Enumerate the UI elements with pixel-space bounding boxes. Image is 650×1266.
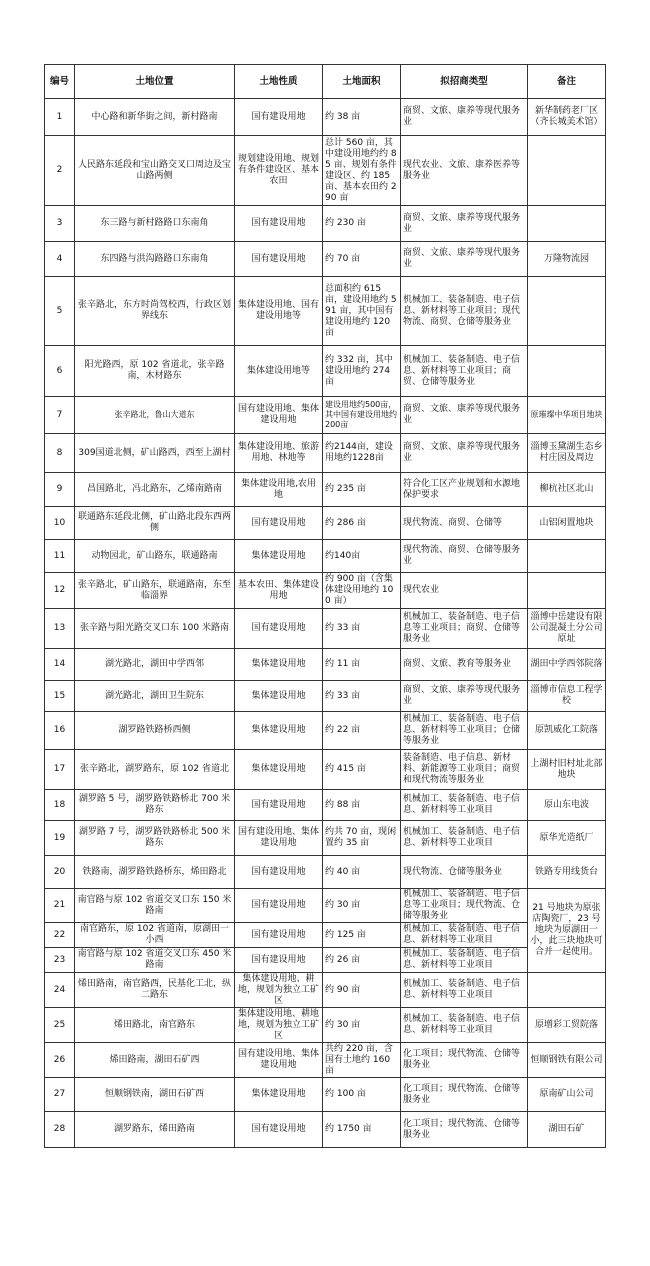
cell-location: 309国道北侧，矿山路西，西至上湖村 [75,434,235,473]
table-row [45,434,606,473]
cell-type: 机械加工、装备制造、电子信息、新材料等工业项目 [401,973,528,1008]
cell-location: 张辛路北，湖罗路东，原 102 省道北 [75,750,235,790]
cell-type: 机械加工、装备制造、电子信息等工业项目；商贸、仓储等服务业 [401,609,528,649]
cell-note: 原增彩工贸院落 [528,1008,606,1043]
cell-location: 湖罗路铁路桥西侧 [75,712,235,750]
cell-no: 3 [45,206,75,242]
cell-location: 湖罗路 5 号，湖罗路铁路桥北 700 米路东 [75,790,235,821]
cell-note [528,346,606,397]
table-row [45,1112,606,1148]
cell-note: 淄博中岳建设有限公司混凝土分公司原址 [528,609,606,649]
cell-area: 约 286 亩 [323,507,401,540]
cell-nature: 集体建设用地 [235,540,323,573]
cell-nature: 基本农田、集体建设用地 [235,573,323,609]
cell-nature: 集体建设用地 [235,750,323,790]
cell-nature: 国有建设用地 [235,889,323,923]
cell-type: 商贸、文旅、康养等现代服务业 [401,397,528,434]
header-area: 土地面积 [323,65,401,99]
cell-note: 柳杭社区北山 [528,473,606,507]
table-row [45,136,606,206]
cell-no: 26 [45,1043,75,1078]
cell-location: 张辛路北，东方时尚驾校西，行政区划界线东 [75,277,235,346]
table-row [45,242,606,277]
cell-type: 现代物流、商贸、仓储等 [401,507,528,540]
cell-no: 10 [45,507,75,540]
cell-area: 约共 70 亩，现闲置约 35 亩 [323,821,401,856]
cell-type: 机械加工、装备制造、电子信息、新材料等工业项目 [401,1008,528,1043]
cell-area: 约 332 亩，其中建设用地约 274 亩 [323,346,401,397]
cell-no: 14 [45,649,75,681]
table-row [45,1008,606,1043]
cell-no: 19 [45,821,75,856]
cell-area: 约 230 亩 [323,206,401,242]
cell-location: 人民路东延段和宝山路交叉口周边及宝山路两侧 [75,136,235,206]
cell-type: 现代农业、文旅、康养医养等服务业 [401,136,528,206]
cell-location: 铁路南，湖罗路铁路桥东，烯田路北 [75,856,235,889]
table-row [45,750,606,790]
cell-area: 约 40 亩 [323,856,401,889]
land-table-container [44,64,605,1148]
cell-area: 约 100 亩 [323,1078,401,1112]
cell-nature: 集体建设用地 [235,712,323,750]
cell-note: 铁路专用线货台 [528,856,606,889]
cell-note: 原凯威化工院落 [528,712,606,750]
table-header-row [45,65,606,99]
cell-nature: 集体建设用地,农用地 [235,473,323,507]
table-row [45,540,606,573]
cell-location: 南官路东，原 102 省道南，原湖田一小西 [75,923,235,948]
cell-area: 建设用地约500亩，其中国有建设用地约200亩 [323,397,401,434]
cell-area: 约 415 亩 [323,750,401,790]
cell-type: 商贸、文旅、康养等现代服务业 [401,681,528,712]
cell-area: 约2144亩，建设用地约1228亩 [323,434,401,473]
cell-nature: 集体建设用地 [235,1078,323,1112]
table-row [45,973,606,1008]
cell-no: 6 [45,346,75,397]
header-note: 备注 [528,65,606,99]
cell-no: 17 [45,750,75,790]
cell-type: 化工项目；现代物流、仓储等服务业 [401,1112,528,1148]
cell-note: 原山东电波 [528,790,606,821]
cell-location: 张辛路北，矿山路东，联通路南，东至临淄界 [75,573,235,609]
table-row [45,649,606,681]
cell-area: 约 900 亩（含集体建设用地约 100 亩） [323,573,401,609]
cell-no: 25 [45,1008,75,1043]
cell-note: 万隆物流园 [528,242,606,277]
cell-area: 约 1750 亩 [323,1112,401,1148]
table-row [45,821,606,856]
cell-no: 2 [45,136,75,206]
cell-type: 现代物流、仓储等服务业 [401,856,528,889]
cell-type: 商贸、文旅、康养等现代服务业 [401,434,528,473]
cell-type: 机械加工、装备制造、电子信息、新材料等工业项目；现代物流、商贸、仓储等服务业 [401,277,528,346]
cell-note: 新华制药老厂区（齐长城美术馆） [528,99,606,136]
cell-location: 阳光路西，原 102 省道北，张辛路南，木材路东 [75,346,235,397]
cell-location: 东四路与洪沟路路口东南角 [75,242,235,277]
cell-location: 湖罗路东，烯田路南 [75,1112,235,1148]
cell-location: 湖光路北，湖田卫生院东 [75,681,235,712]
cell-note: 原璀璨中华项目地块 [528,397,606,434]
table-row [45,397,606,434]
land-table [44,64,606,1148]
cell-note [528,973,606,1008]
table-row [45,948,606,973]
header-location: 土地位置 [75,65,235,99]
cell-nature: 集体建设用地、旅游用地、林地等 [235,434,323,473]
cell-location: 湖罗路 7 号，湖罗路铁路桥北 500 米路东 [75,821,235,856]
cell-type: 装备制造、电子信息、新材料、新能源等工业项目；商贸和现代物流等服务业 [401,750,528,790]
cell-area: 约 38 亩 [323,99,401,136]
table-row [45,889,606,923]
cell-type: 机械加工、装备制造、电子信息、新材料等工业项目；仓储等服务业 [401,712,528,750]
cell-no: 28 [45,1112,75,1148]
table-row [45,712,606,750]
cell-note: 原华光造纸厂 [528,821,606,856]
cell-no: 22 [45,923,75,948]
cell-area: 约 30 亩 [323,1008,401,1043]
cell-area: 约 90 亩 [323,973,401,1008]
cell-nature: 国有建设用地 [235,206,323,242]
cell-nature: 国有建设用地、集体建设用地 [235,1043,323,1078]
cell-nature: 国有建设用地 [235,948,323,973]
cell-type: 商贸、文旅、康养等现代服务业 [401,206,528,242]
cell-nature: 国有建设用地 [235,99,323,136]
cell-location: 南官路与原 102 省道交叉口东 450 米路南 [75,948,235,973]
cell-area: 约140亩 [323,540,401,573]
cell-no: 7 [45,397,75,434]
cell-note: 淄博市信息工程学校 [528,681,606,712]
table-row [45,573,606,609]
cell-area: 约 33 亩 [323,681,401,712]
cell-no: 4 [45,242,75,277]
cell-type: 机械加工、装备制造、电子信息、新材料等工业项目 [401,821,528,856]
table-row [45,206,606,242]
cell-note [528,206,606,242]
cell-type: 机械加工、装备制造、电子信息、新材料等工业项目；商贸、仓储等服务业 [401,346,528,397]
table-row [45,790,606,821]
table-row [45,609,606,649]
cell-no: 20 [45,856,75,889]
cell-nature: 国有建设用地 [235,923,323,948]
cell-location: 湖光路北，湖田中学西邻 [75,649,235,681]
cell-area: 约 26 亩 [323,948,401,973]
cell-area: 约 235 亩 [323,473,401,507]
cell-no: 8 [45,434,75,473]
cell-no: 27 [45,1078,75,1112]
cell-area: 约 22 亩 [323,712,401,750]
cell-note: 原南矿山公司 [528,1078,606,1112]
cell-note [528,540,606,573]
cell-no: 15 [45,681,75,712]
cell-nature: 国有建设用地、集体建设用地 [235,397,323,434]
cell-no: 24 [45,973,75,1008]
cell-area: 约 70 亩 [323,242,401,277]
cell-type: 现代物流、商贸、仓储等服务业 [401,540,528,573]
cell-area: 约 30 亩 [323,889,401,923]
cell-nature: 集体建设用地等 [235,346,323,397]
cell-type: 符合化工区产业规划和水源地保护要求 [401,473,528,507]
cell-type: 机械加工、装备制造、电子信息、新材料等工业项目 [401,948,528,973]
cell-location: 联通路东延段北侧，矿山路北段东西两侧 [75,507,235,540]
cell-area: 约 33 亩 [323,609,401,649]
cell-note [528,573,606,609]
cell-no: 21 [45,889,75,923]
cell-note: 湖田中学西邻院落 [528,649,606,681]
cell-area: 约 88 亩 [323,790,401,821]
cell-type: 化工项目；现代物流、仓储等服务业 [401,1078,528,1112]
cell-location: 恒顺钢铁南，湖田石矿西 [75,1078,235,1112]
cell-location: 烯田路南，湖田石矿西 [75,1043,235,1078]
cell-nature: 规划建设用地、规划有条件建设区、基本农田 [235,136,323,206]
cell-note [528,136,606,206]
cell-location: 南官路与原 102 省道交叉口东 150 米路南 [75,889,235,923]
cell-area: 约 125 亩 [323,923,401,948]
cell-no: 5 [45,277,75,346]
cell-nature: 集体建设用地、耕地，规划为独立工矿区 [235,973,323,1008]
cell-location: 张辛路与阳光路交叉口东 100 米路南 [75,609,235,649]
cell-location: 烯田路南，南官路西，民基化工北，纵二路东 [75,973,235,1008]
cell-no: 23 [45,948,75,973]
table-row [45,1078,606,1112]
cell-note: 山铝闲置地块 [528,507,606,540]
table-row [45,99,606,136]
cell-location: 烯田路北，南官路东 [75,1008,235,1043]
header-nature: 土地性质 [235,65,323,99]
cell-note: 淄博玉黛湖生态乡村庄园及周边 [528,434,606,473]
table-row [45,346,606,397]
cell-nature: 集体建设用地 [235,649,323,681]
cell-nature: 国有建设用地 [235,790,323,821]
cell-type: 商贸、文旅、康养等现代服务业 [401,242,528,277]
cell-note: 湖田石矿 [528,1112,606,1148]
cell-nature: 集体建设用地 [235,681,323,712]
cell-location: 动物园北，矿山路东，联通路南 [75,540,235,573]
table-body [45,99,606,1148]
table-row [45,856,606,889]
cell-note: 恒顺钢铁有限公司 [528,1043,606,1078]
table-row [45,473,606,507]
cell-nature: 国有建设用地 [235,856,323,889]
cell-area: 约 11 亩 [323,649,401,681]
cell-type: 现代农业 [401,573,528,609]
cell-nature: 国有建设用地 [235,242,323,277]
cell-note: 21 号地块为原张店陶瓷厂，23 号地块为原湖田一小，此三块地块可合并一起使用。 [528,889,606,973]
cell-type: 化工项目；现代物流、仓储等服务业 [401,1043,528,1078]
cell-type: 商贸、文旅、康养等现代服务业 [401,99,528,136]
cell-area: 总面积约 615 亩，建设用地约 591 亩，其中国有建设用地约 120 亩 [323,277,401,346]
cell-type: 机械加工、装备制造、电子信息、新材料等工业项目 [401,923,528,948]
table-row [45,681,606,712]
cell-type: 商贸、文旅、教育等服务业 [401,649,528,681]
cell-nature: 国有建设用地 [235,507,323,540]
cell-location: 张辛路北，鲁山大道东 [75,397,235,434]
cell-no: 1 [45,99,75,136]
cell-location: 东三路与新村路路口东南角 [75,206,235,242]
cell-area: 共约 220 亩，含国有土地约 160 亩 [323,1043,401,1078]
cell-no: 13 [45,609,75,649]
cell-no: 9 [45,473,75,507]
cell-no: 18 [45,790,75,821]
cell-nature: 集体建设用地、国有建设用地等 [235,277,323,346]
cell-nature: 国有建设用地、集体建设用地 [235,821,323,856]
cell-location: 昌国路北，冯北路东，乙烯南路南 [75,473,235,507]
cell-nature: 国有建设用地 [235,609,323,649]
cell-nature: 集体建设用地、耕地地，规划为独立工矿区 [235,1008,323,1043]
cell-no: 12 [45,573,75,609]
header-type: 拟招商类型 [401,65,528,99]
table-row [45,507,606,540]
cell-type: 机械加工、装备制造、电子信息、新材料等工业项目 [401,790,528,821]
cell-location: 中心路和新华街之间，新村路南 [75,99,235,136]
table-row [45,923,606,948]
cell-note [528,277,606,346]
header-no: 编号 [45,65,75,99]
table-row [45,1043,606,1078]
cell-nature: 国有建设用地 [235,1112,323,1148]
cell-note: 上湖村旧村址北部地块 [528,750,606,790]
cell-area: 总计 560 亩，其中建设用地约约 85 亩、规划有条件建设区、约 185 亩、基本农田约 290 亩 [323,136,401,206]
cell-type: 机械加工、装备制造、电子信息等工业项目；现代物流、仓储等服务业 [401,889,528,923]
cell-no: 11 [45,540,75,573]
table-row [45,277,606,346]
cell-no: 16 [45,712,75,750]
